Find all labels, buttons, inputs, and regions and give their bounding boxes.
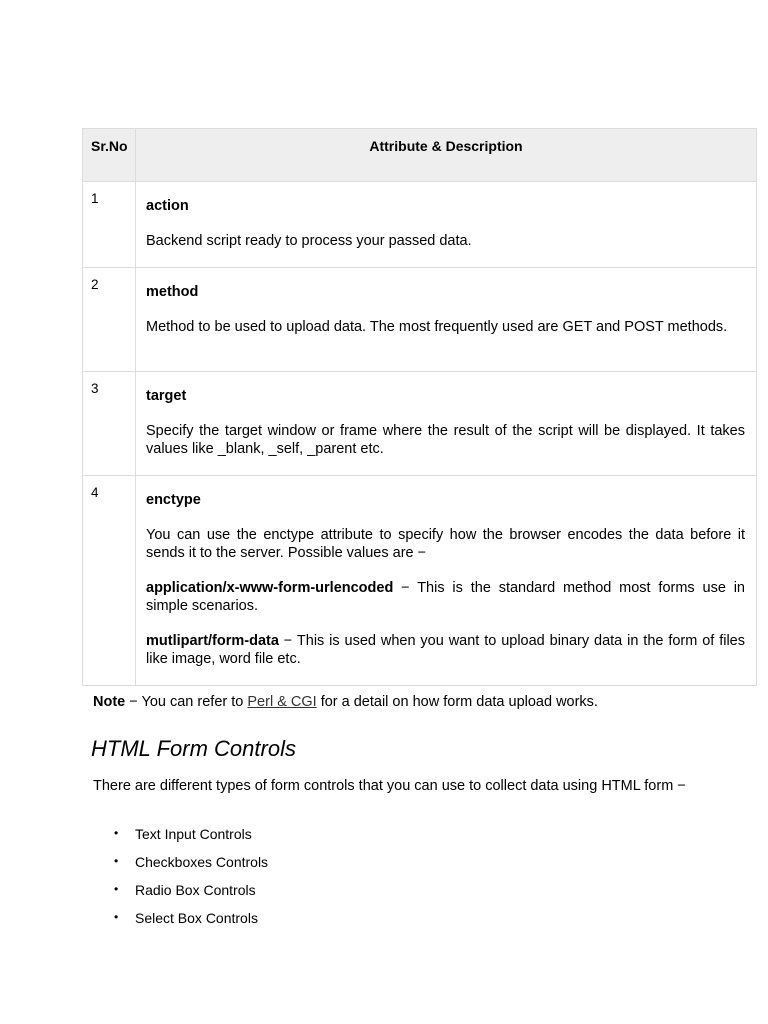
row-number: 4: [83, 476, 136, 686]
table-row: [83, 182, 757, 268]
list-item: [93, 910, 268, 938]
note-text-after: for a detail on how form data upload works.: [316, 694, 598, 710]
attributes-table: [82, 128, 757, 686]
header-srno: Sr.No: [83, 129, 136, 182]
bullet-icon: •: [114, 854, 119, 868]
attribute-name: method: [146, 284, 199, 300]
row-number: 1: [83, 182, 136, 268]
list-item-label: Radio Box Controls: [135, 882, 256, 898]
list-item-label: Checkboxes Controls: [135, 854, 269, 870]
enctype-value-text: − This is the standard method most forms use in simple scenarios.: [146, 580, 745, 614]
bullet-icon: •: [114, 882, 119, 896]
form-controls-list: [93, 826, 268, 938]
section-heading: HTML Form Controls: [91, 736, 296, 761]
attribute-name: target: [146, 388, 187, 404]
row-description: [136, 372, 757, 476]
enctype-value-text: − This is used when you want to upload binary data in the form of files like image, word file etc.: [146, 633, 745, 667]
attribute-description: You can use the enctype attribute to specify how the browser encodes the data before it sends it to the server. Possible values are −: [146, 527, 745, 561]
attribute-name: enctype: [146, 492, 201, 508]
note-label: Note: [93, 694, 126, 710]
header-attribute-description: Attribute & Description: [136, 129, 757, 182]
row-description: [136, 268, 757, 372]
enctype-value-term: application/x-www-form-urlencoded: [146, 580, 394, 596]
row-number: 2: [83, 268, 136, 372]
list-item: [93, 854, 268, 882]
table-row: [83, 372, 757, 476]
bullet-icon: •: [114, 826, 119, 840]
attribute-description: Method to be used to upload data. The most frequently used are GET and POST methods.: [146, 319, 728, 335]
enctype-value-term: mutlipart/form-data: [146, 633, 279, 649]
table-row: [83, 476, 757, 686]
enctype-value-multipart: [146, 632, 745, 668]
table-header-row: [83, 129, 757, 182]
row-number: 3: [83, 372, 136, 476]
section-intro: There are different types of form controls that you can use to collect data using HTML form −: [93, 778, 686, 794]
attribute-name: action: [146, 198, 189, 214]
row-description: [136, 476, 757, 686]
note-paragraph: [93, 694, 598, 710]
attribute-description: Backend script ready to process your passed data.: [146, 233, 472, 249]
enctype-value-urlencoded: [146, 579, 745, 615]
row-description: [136, 182, 757, 268]
bullet-icon: •: [114, 910, 119, 924]
perl-cgi-link[interactable]: Perl & CGI: [247, 694, 317, 710]
table-row: [83, 268, 757, 372]
list-item-label: Select Box Controls: [135, 910, 258, 926]
list-item: [93, 826, 268, 854]
list-item: [93, 882, 268, 910]
list-item-label: Text Input Controls: [135, 826, 252, 842]
note-text-before: − You can refer to: [125, 694, 248, 710]
attribute-description: Specify the target window or frame where the result of the script will be displayed. It takes values like _blank, _self, _parent etc.: [146, 423, 745, 457]
